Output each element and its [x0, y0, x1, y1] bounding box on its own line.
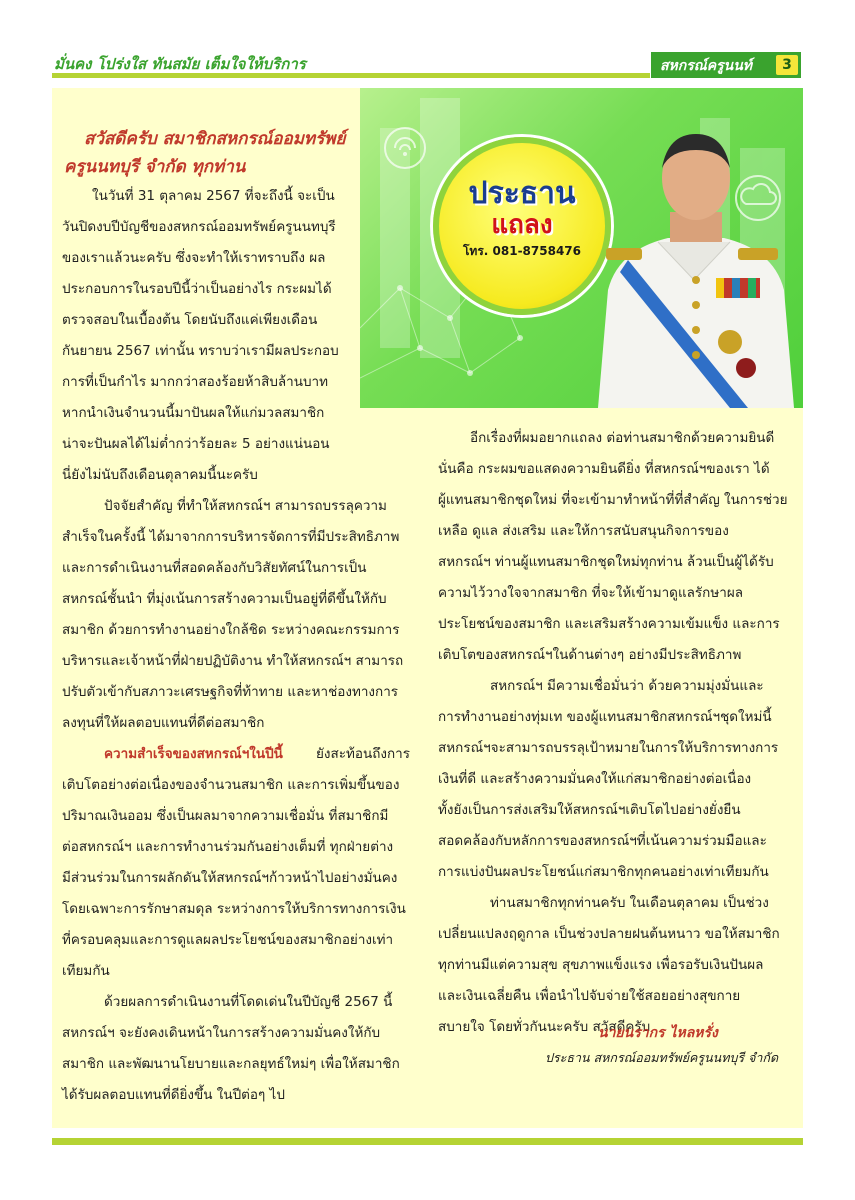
right-text-line: เติบโตของสหกรณ์ฯในด้านต่างๆ อย่างมีประสิทธิภาพ: [438, 647, 742, 663]
left-text-line: ยังสะท้อนถึงการ: [316, 746, 410, 762]
right-text-line: สหกรณ์ฯ ท่านผู้แทนสมาชิกชุดใหม่ทุกท่าน ล้วนเป็นผู้ได้รับ: [438, 554, 774, 570]
right-text-line: สอดคล้องกับหลักการของสหกรณ์ฯที่เน้นความร่วมมือและ: [438, 833, 767, 849]
page-number: 3: [776, 55, 798, 75]
header-divider: [52, 73, 650, 78]
header-slogan: มั่นคง โปร่งใส ทันสมัย เต็มใจให้บริการ: [54, 55, 306, 73]
right-text-line: ทั้งยังเป็นการส่งเสริมให้สหกรณ์ฯเติบโตไปอย่างยั่งยืน: [438, 802, 741, 818]
left-text-line: เทียมกัน: [62, 963, 110, 979]
right-text-line: เงินที่ดี และสร้างความมั่นคงให้แก่สมาชิกอย่างต่อเนื่อง: [438, 771, 752, 787]
badge-subtitle: แถลง: [491, 210, 553, 240]
left-text-line: วันปิดงบปีบัญชีของสหกรณ์ออมทรัพย์ครูนนทบุรี: [62, 219, 336, 235]
right-text-line: ผู้แทนสมาชิกชุดใหม่ ที่จะเข้ามาทำหน้าที่ที่สำคัญ ในการช่วย: [438, 492, 788, 508]
left-text-line: นี่ยังไม่นับถึงเดือนตุลาคมนี้นะครับ: [62, 467, 258, 483]
greeting-line-1: สวัสดีครับ สมาชิกสหกรณ์ออมทรัพย์: [84, 129, 346, 149]
left-text-line: ประกอบการในรอบปีนี้ว่าเป็นอย่างไร กระผมได้: [62, 281, 332, 297]
right-text-line: ความไว้วางใจจากสมาชิก ที่จะให้เข้ามาดูแลรักษาผล: [438, 585, 744, 601]
badge-title: ประธาน: [468, 176, 576, 211]
left-text-line: มีส่วนร่วมในการผลักดันให้สหกรณ์ฯก้าวหน้าไปอย่างมั่นคง: [62, 870, 398, 886]
right-text-line: ท่านสมาชิกทุกท่านครับ ในเดือนตุลาคม เป็นช่วง: [490, 895, 769, 911]
greeting-line-2: ครูนนทบุรี จำกัด ทุกท่าน: [64, 157, 246, 177]
right-text-line: สหกรณ์ฯจะสามารถบรรลุเป้าหมายในการให้บริการทางการ: [438, 740, 779, 756]
right-text-line: เหลือ ดูแล ส่งเสริม และให้การสนับสนุนกิจการของ: [438, 523, 729, 539]
left-text-line: เติบโตอย่างต่อเนื่องของจำนวนสมาชิก และการเพิ่มขึ้นของ: [62, 777, 400, 793]
left-text-line: สหกรณ์ชั้นนำ ที่มุ่งเน้นการสร้างความเป็นอยู่ที่ดีขึ้นให้กับ: [62, 591, 387, 607]
right-text-line: ทุกท่านมีแต่ความสุข สุขภาพแข็งแรง เพื่อรอรับเงินปันผล: [438, 957, 764, 973]
left-text-line: ด้วยผลการดำเนินงานที่โดดเด่นในปีบัญชี 2567 นี้: [104, 994, 393, 1010]
highlight-phrase: ความสำเร็จของสหกรณ์ฯในปีนี้: [104, 746, 283, 762]
right-text-line: สบายใจ โดยทั่วกันนะครับ สวัสดีครับ: [438, 1019, 651, 1035]
left-text-line: สหกรณ์ฯ จะยังคงเดินหน้าในการสร้างความมั่นคงให้กับ: [62, 1025, 381, 1041]
left-text-line: การที่เป็นกำไร มากกว่าสองร้อยห้าสิบล้านบาท: [62, 374, 329, 390]
left-text-line: สำเร็จในครั้งนี้ ได้มาจากการบริหารจัดการที่มีประสิทธิภาพ: [62, 529, 400, 545]
left-text-line: กันยายน 2567 เท่านั้น ทราบว่าเรามีผลประกอบ: [62, 343, 339, 359]
left-text-line: ต่อสหกรณ์ฯ และการทำงานร่วมกันอย่างเต็มที่ ทุกฝ่ายต่าง: [62, 839, 394, 855]
right-text-line: อีกเรื่องที่ผมอยากแถลง ต่อท่านสมาชิกด้วยความยินดี: [470, 430, 775, 446]
signature-title: ประธาน สหกรณ์ออมทรัพย์ครูนนทบุรี จำกัด: [545, 1050, 779, 1065]
right-text-line: และเงินเฉลี่ยคืน เพื่อนำไปจับจ่ายใช้สอยอย่างสุขกาย: [438, 988, 741, 1004]
left-text-line: โดยเฉพาะการรักษาสมดุล ระหว่างการให้บริการทางการเงิน: [62, 901, 406, 917]
header-brand: สหกรณ์ครูนนท์: [660, 58, 753, 74]
right-text-line: การแบ่งปันผลประโยชน์แก่สมาชิกทุกคนอย่างเท่าเทียมกัน: [438, 864, 769, 880]
left-text-line: น่าจะปันผลได้ไม่ต่ำกว่าร้อยละ 5 อย่างแน่นอน: [62, 436, 330, 452]
left-text-line: ปรับตัวเข้ากับสภาวะเศรษฐกิจที่ท้าทาย และหาช่องทางการ: [62, 684, 399, 700]
left-text-line: ลงทุนที่ให้ผลตอบแทนที่ดีต่อสมาชิก: [62, 715, 265, 731]
president-portrait-image: [598, 120, 794, 408]
left-text-line: บริหารและเจ้าหน้าที่ฝ่ายปฏิบัติงาน ทำให้สหกรณ์ฯ สามารถ: [62, 653, 404, 669]
right-text-line: เปลี่ยนแปลงฤดูกาล เป็นช่วงปลายฝนต้นหนาว ขอให้สมาชิก: [438, 926, 780, 942]
left-text-line: ของเราแล้วนะครับ ซึ่งจะทำให้เราทราบถึง ผล: [62, 250, 326, 266]
left-text-line: ในวันที่ 31 ตุลาคม 2567 ที่จะถึงนี้ จะเป็น: [92, 188, 335, 204]
left-text-line: สมาชิก และพัฒนานโยบายและกลยุทธ์ใหม่ๆ เพื่อให้สมาชิก: [62, 1056, 400, 1072]
left-text-line: ปริมาณเงินออม ซึ่งเป็นผลมาจากความเชื่อมั่น ที่สมาชิกมี: [62, 808, 389, 824]
left-text-line: ปัจจัยสำคัญ ที่ทำให้สหกรณ์ฯ สามารถบรรลุความ: [104, 498, 387, 514]
right-text-line: สหกรณ์ฯ มีความเชื่อมั่นว่า ด้วยความมุ่งมั่นและ: [490, 678, 764, 694]
footer-divider: [52, 1138, 803, 1145]
left-text-line: หากนำเงินจำนวนนี้มาปันผลให้แก่มวลสมาชิก: [62, 405, 325, 421]
signature-name: นายนรากร ไหลหรั่ง: [598, 1025, 718, 1041]
left-text-line: ที่ครอบคลุมและการดูแลผลประโยชน์ของสมาชิกอย่างเท่า: [62, 932, 394, 948]
right-text-line: การทำงานอย่างทุ่มเท ของผู้แทนสมาชิกสหกรณ์ฯชุดใหม่นี้: [438, 709, 772, 725]
left-text-line: สมาชิก ด้วยการทำงานอย่างใกล้ชิด ระหว่างคณะกรรมการ: [62, 622, 400, 638]
right-text-line: นั่นคือ กระผมขอแสดงความยินดียิ่ง ที่สหกรณ์ฯของเรา ได้: [438, 461, 770, 477]
left-text-line: ได้รับผลตอบแทนที่ดียิ่งขึ้น ในปีต่อๆ ไป: [62, 1087, 285, 1103]
badge-phone: โทร. 081-8758476: [462, 244, 581, 258]
right-text-line: ประโยชน์ของสมาชิก และเสริมสร้างความเข้มแข็ง และการ: [438, 616, 780, 632]
left-text-line: ตรวจสอบในเบื้องต้น โดยนับถึงแค่เพียงเดือน: [62, 312, 318, 328]
left-text-line: และการดำเนินงานที่สอดคล้องกับวิสัยทัศน์ในการเป็น: [62, 560, 367, 576]
